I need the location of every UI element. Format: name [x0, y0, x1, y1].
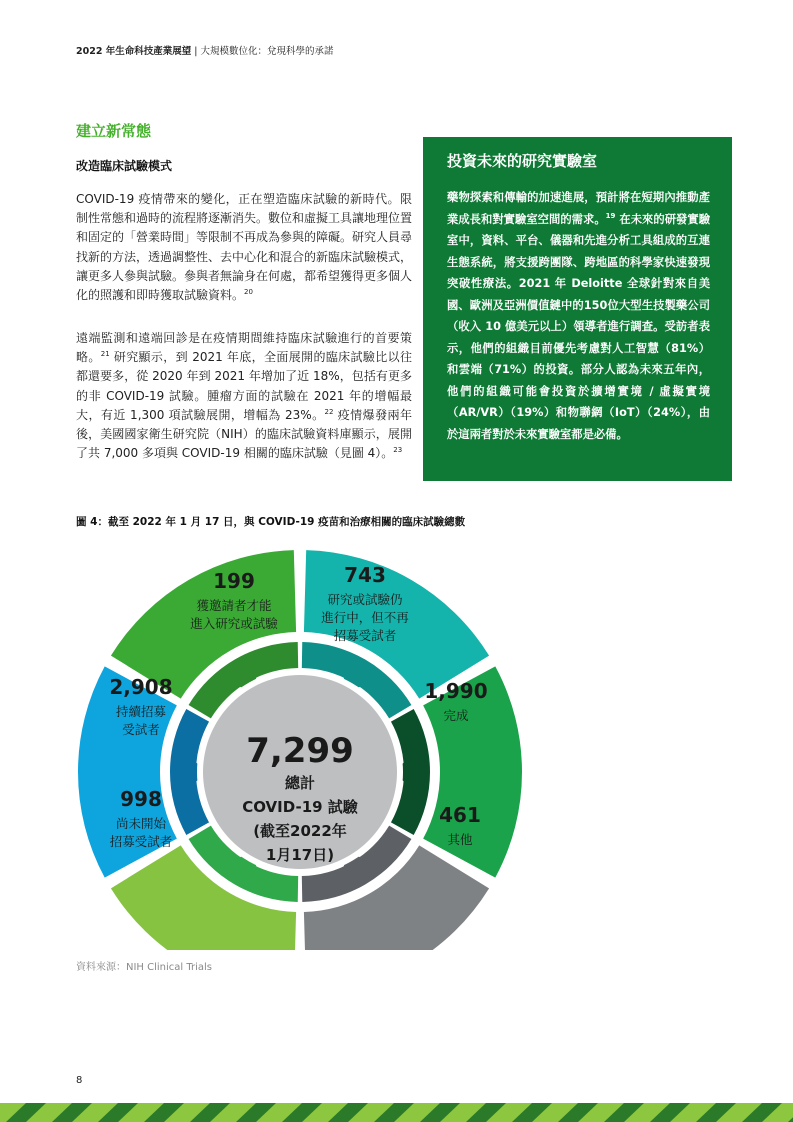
chart-segment-value: 199 — [213, 569, 255, 593]
figure-title: 圖 4：截至 2022 年 1 月 17 日，與 COVID-19 疫苗和治療相關的臨床試驗總數 — [76, 516, 466, 528]
sidebar-title: 投資未來的研究實驗室 — [447, 152, 598, 170]
running-header — [76, 43, 334, 57]
chart-segment-label: 持續招募 — [115, 704, 167, 719]
chart-segment-label: 其他 — [447, 832, 473, 847]
sidebar-body — [447, 187, 710, 445]
sidebar-body-b: 在未來的研發實驗室中，資料、平台、儀器和先進分析工具組成的互連生態系統，將支援跨團隊、跨地區的科學家快速發現突破性療法。2021 年 Deloitte 全球針對來自美國、歐洲及亞洲價值鏈中的150位大型生技製藥公司（收入 10 億美元以上）領導者進行調查。受訪者表示，他們的組織目前優先考慮對人工智慧（81%）和雲端（71%）的投資。部分人認為未來五年內，他們的組織可能會投資於擴增實境 / 虛擬實境（AR/VR）（19%）和物聯網（IoT）（24%），由於這兩者對於未來實驗室都是必備。 — [447, 212, 710, 441]
chart-segment-label: 研究或試驗仍 — [327, 592, 403, 607]
chart-segment-value: 2,908 — [109, 675, 173, 699]
footnote-ref: 19 — [605, 211, 616, 220]
chart-segment-value: 998 — [120, 787, 162, 811]
chart-segment-value: 1,990 — [424, 679, 488, 703]
sidebar-body-a: 藥物探索和傳輸的加速進展，預計將在短期內推動產業成長和對實驗室空間的需求。 — [447, 191, 710, 226]
chart-segment-label: 完成 — [443, 708, 469, 723]
section-subtitle: 改造臨床試驗模式 — [76, 159, 173, 173]
chart-total-label: 總計 — [284, 774, 316, 792]
footnote-ref: 21 — [100, 350, 110, 359]
footnote-ref: 23 — [393, 446, 403, 455]
chart-total-value: 7,299 — [246, 731, 354, 771]
footnote-ref: 20 — [244, 288, 253, 297]
footnote-ref: 22 — [324, 407, 334, 416]
chart-segment-label: 獲邀請者才能 — [196, 598, 272, 613]
figure-source: 資料來源：NIH Clinical Trials — [76, 962, 213, 973]
chart-segment-label: 進入研究或試驗 — [190, 616, 278, 631]
chart-segment-label: 進行中，但不再 — [321, 610, 409, 625]
header-divider: | — [194, 46, 198, 57]
chart-segment-label: 招募受試者 — [333, 628, 397, 643]
footer-stripe-band — [0, 1103, 793, 1122]
paragraph-2 — [76, 329, 412, 463]
chart-total-label: COVID-19 試驗 — [242, 798, 358, 816]
chart-segment-value: 743 — [344, 563, 386, 587]
paragraph-1 — [76, 190, 412, 305]
header-title: 2022 年生命科技產業展望 — [76, 46, 192, 57]
trials-radial-chart — [0, 530, 793, 950]
chart-segment-label: 受試者 — [122, 722, 160, 737]
chart-total-label: (截至2022年 — [253, 822, 347, 840]
sidebar-box — [423, 137, 732, 481]
paragraph-2-text-b: 研究顯示，到 2021 年底，全面展開的臨床試驗比以往都還要多，從 2020 年到 2021 年增加了近 18%，包括有更多的非 COVID-19 試驗。腫瘤方面的試驗在 2021 年的增幅最大，有近 1,300 項試驗展開，增幅為 23%。 — [76, 350, 412, 422]
page-number: 8 — [76, 1075, 83, 1086]
chart-total-label: 1月17日) — [265, 846, 335, 864]
chart-segment-label: 招募受試者 — [109, 834, 173, 849]
paragraph-1-text: COVID-19 疫情帶來的變化，正在塑造臨床試驗的新時代。限制性常態和過時的流程將逐漸消失。數位和虛擬工具讓地理位置和固定的「營業時間」等限制不再成為參與的障礙。研究人員尋找新的方法，透過調整性、去中心化和混合的新臨床試驗模式，讓更多人參與試驗。參與者無論身在何處，都希望獲得更多個人化的照護和即時獲取試驗資料。 — [76, 192, 413, 303]
section-title: 建立新常態 — [76, 122, 152, 140]
chart-segment-label: 尚未開始 — [115, 816, 167, 831]
chart-segment-value: 461 — [439, 803, 481, 827]
header-subtitle: 大規模數位化：兌現科學的承諾 — [200, 46, 334, 57]
paragraph-2-text-a: 遠端監測和遠端回診是在疫情期間維持臨床試驗進行的首要策略。 — [76, 331, 412, 365]
paragraph-2-text-c: 疫情爆發兩年後，美國國家衛生研究院（NIH）的臨床試驗資料庫顯示，展開了共 7,000 多項與 COVID-19 相關的臨床試驗（見圖 4）。 — [76, 407, 412, 461]
